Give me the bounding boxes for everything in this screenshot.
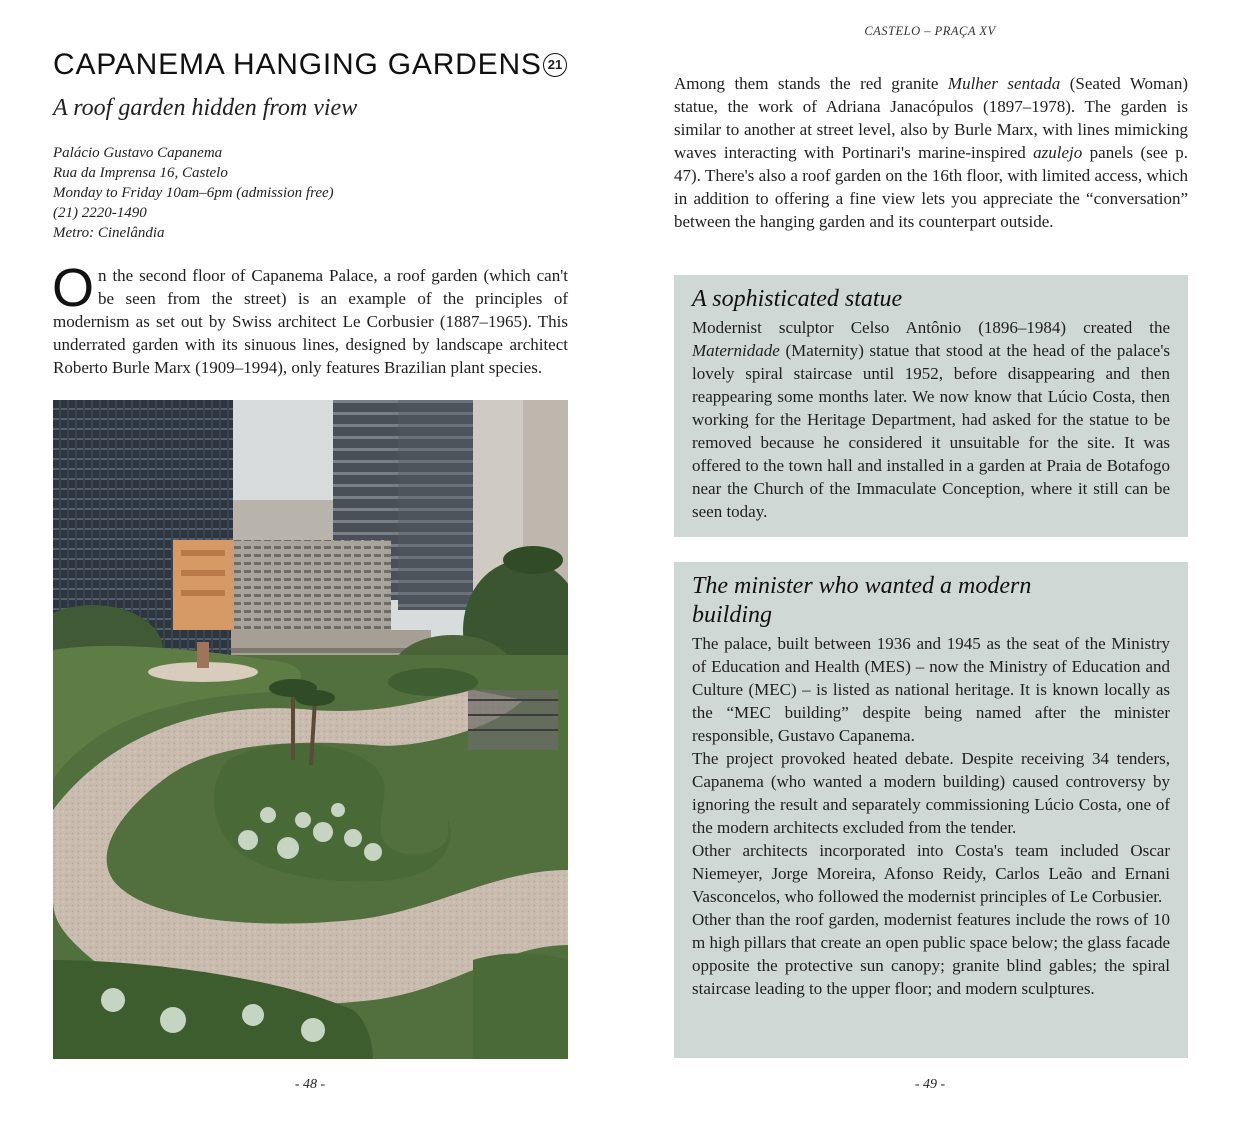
page-subtitle: A roof garden hidden from view bbox=[53, 95, 358, 121]
running-head: CASTELO – PRAÇA XV bbox=[864, 24, 996, 38]
italic-term-mulher-sentada: Mulher sentada bbox=[947, 74, 1061, 93]
box-paragraph: Other architects incorporated into Costa's team included Oscar Niemeyer, Jorge Moreira, Afonso Reidy, Carlos Leão and Ernani Vasconcelos, who followed the modernist principles of Le Corbusier. bbox=[692, 841, 1170, 906]
practical-info bbox=[53, 143, 513, 243]
drop-cap: O bbox=[52, 258, 95, 318]
info-venue: Palácio Gustavo Capanema bbox=[53, 145, 223, 161]
box-heading: A sophisticated statue bbox=[692, 286, 903, 312]
sidebar-box-statue bbox=[674, 275, 1188, 537]
intro-text: n the second floor of Capanema Palace, a roof garden (which can't be seen from the street) is an example of the principles of modernism as set out by Swiss architect Le Corbusier (1887–1965). This underrated garden with its sinuous lines, designed by landscape architect Roberto Burle Marx (1909–1994), only features Brazilian plant species. bbox=[53, 266, 568, 377]
roof-garden-photo bbox=[53, 400, 568, 1059]
page-number-left: - 48 - bbox=[294, 1077, 326, 1092]
box-segment: Modernist sculptor Celso Antônio (1896–1984) created the bbox=[692, 318, 1170, 337]
intro-paragraph bbox=[52, 258, 568, 379]
italic-term-maternidade: Maternidade bbox=[692, 341, 780, 360]
box-paragraph bbox=[692, 316, 1170, 523]
info-hours: Monday to Friday 10am–6pm (admission free) bbox=[53, 185, 334, 201]
info-metro: Metro: Cinelândia bbox=[53, 225, 165, 241]
italic-term-azulejo: azulejo bbox=[1033, 143, 1083, 162]
right-intro-paragraph bbox=[674, 72, 1188, 233]
box-paragraph: The palace, built between 1936 and 1945 as the seat of the Ministry of Education and Health (MES) – now the Ministry of Education and Culture (MEC) – is listed as national heritage. It is known locally as the “MEC building” despite being named after the minister responsible, Gustavo Capanema. bbox=[692, 634, 1170, 745]
box-segment: (Maternity) statue that stood at the head of the palace's lovely spiral staircase until 1952, before disappearing and then reappearing some months later. We now know that Lúcio Costa, then working for the Heritage Department, had asked for the statue to be removed because he considered it unsuitable for the site. It was offered to the town hall and installed in a garden at Praia de Botafogo near the Church of the Immaculate Conception, where it still can be seen today. bbox=[692, 341, 1170, 521]
info-address: Rua da Imprensa 16, Castelo bbox=[53, 165, 228, 181]
box-heading: The minister who wanted a modern building bbox=[692, 573, 1032, 628]
intro-segment: Among them stands the red granite bbox=[674, 74, 948, 93]
site-number-badge: 21 bbox=[543, 53, 567, 77]
page-title: CAPANEMA HANGING GARDENS bbox=[53, 48, 542, 81]
info-phone: (21) 2220-1490 bbox=[53, 205, 147, 221]
box-paragraph: The project provoked heated debate. Despite receiving 34 tenders, Capanema (who wanted a modern building) caused controversy by ignoring the result and separately commissioning Lúcio Costa, one of the modern architects excluded from the tender. bbox=[692, 749, 1170, 837]
intro-segment: (Seated Woman) statue, the work of Adriana Janacópulos (1897–1978). The garden is similar to another at street level, also by Burle Marx, with lines mimicking waves interacting with Portinari's marine-inspired bbox=[674, 74, 1188, 162]
page-number-right: - 49 - bbox=[914, 1077, 946, 1092]
sidebar-box-minister bbox=[674, 562, 1188, 1058]
intro-segment: panels (see p. 47). There's also a roof garden on the 16th floor, with limited access, which in addition to offering a fine view lets you appreciate the “conversation” between the hanging garden and its counterpart outside. bbox=[674, 143, 1188, 231]
box-paragraph: Other than the roof garden, modernist features include the rows of 10 m high pillars that create an open public space below; the glass facade opposite the protective sun canopy; granite blind gables; the spiral staircase leading to the upper floor; and modern sculptures. bbox=[692, 910, 1170, 998]
